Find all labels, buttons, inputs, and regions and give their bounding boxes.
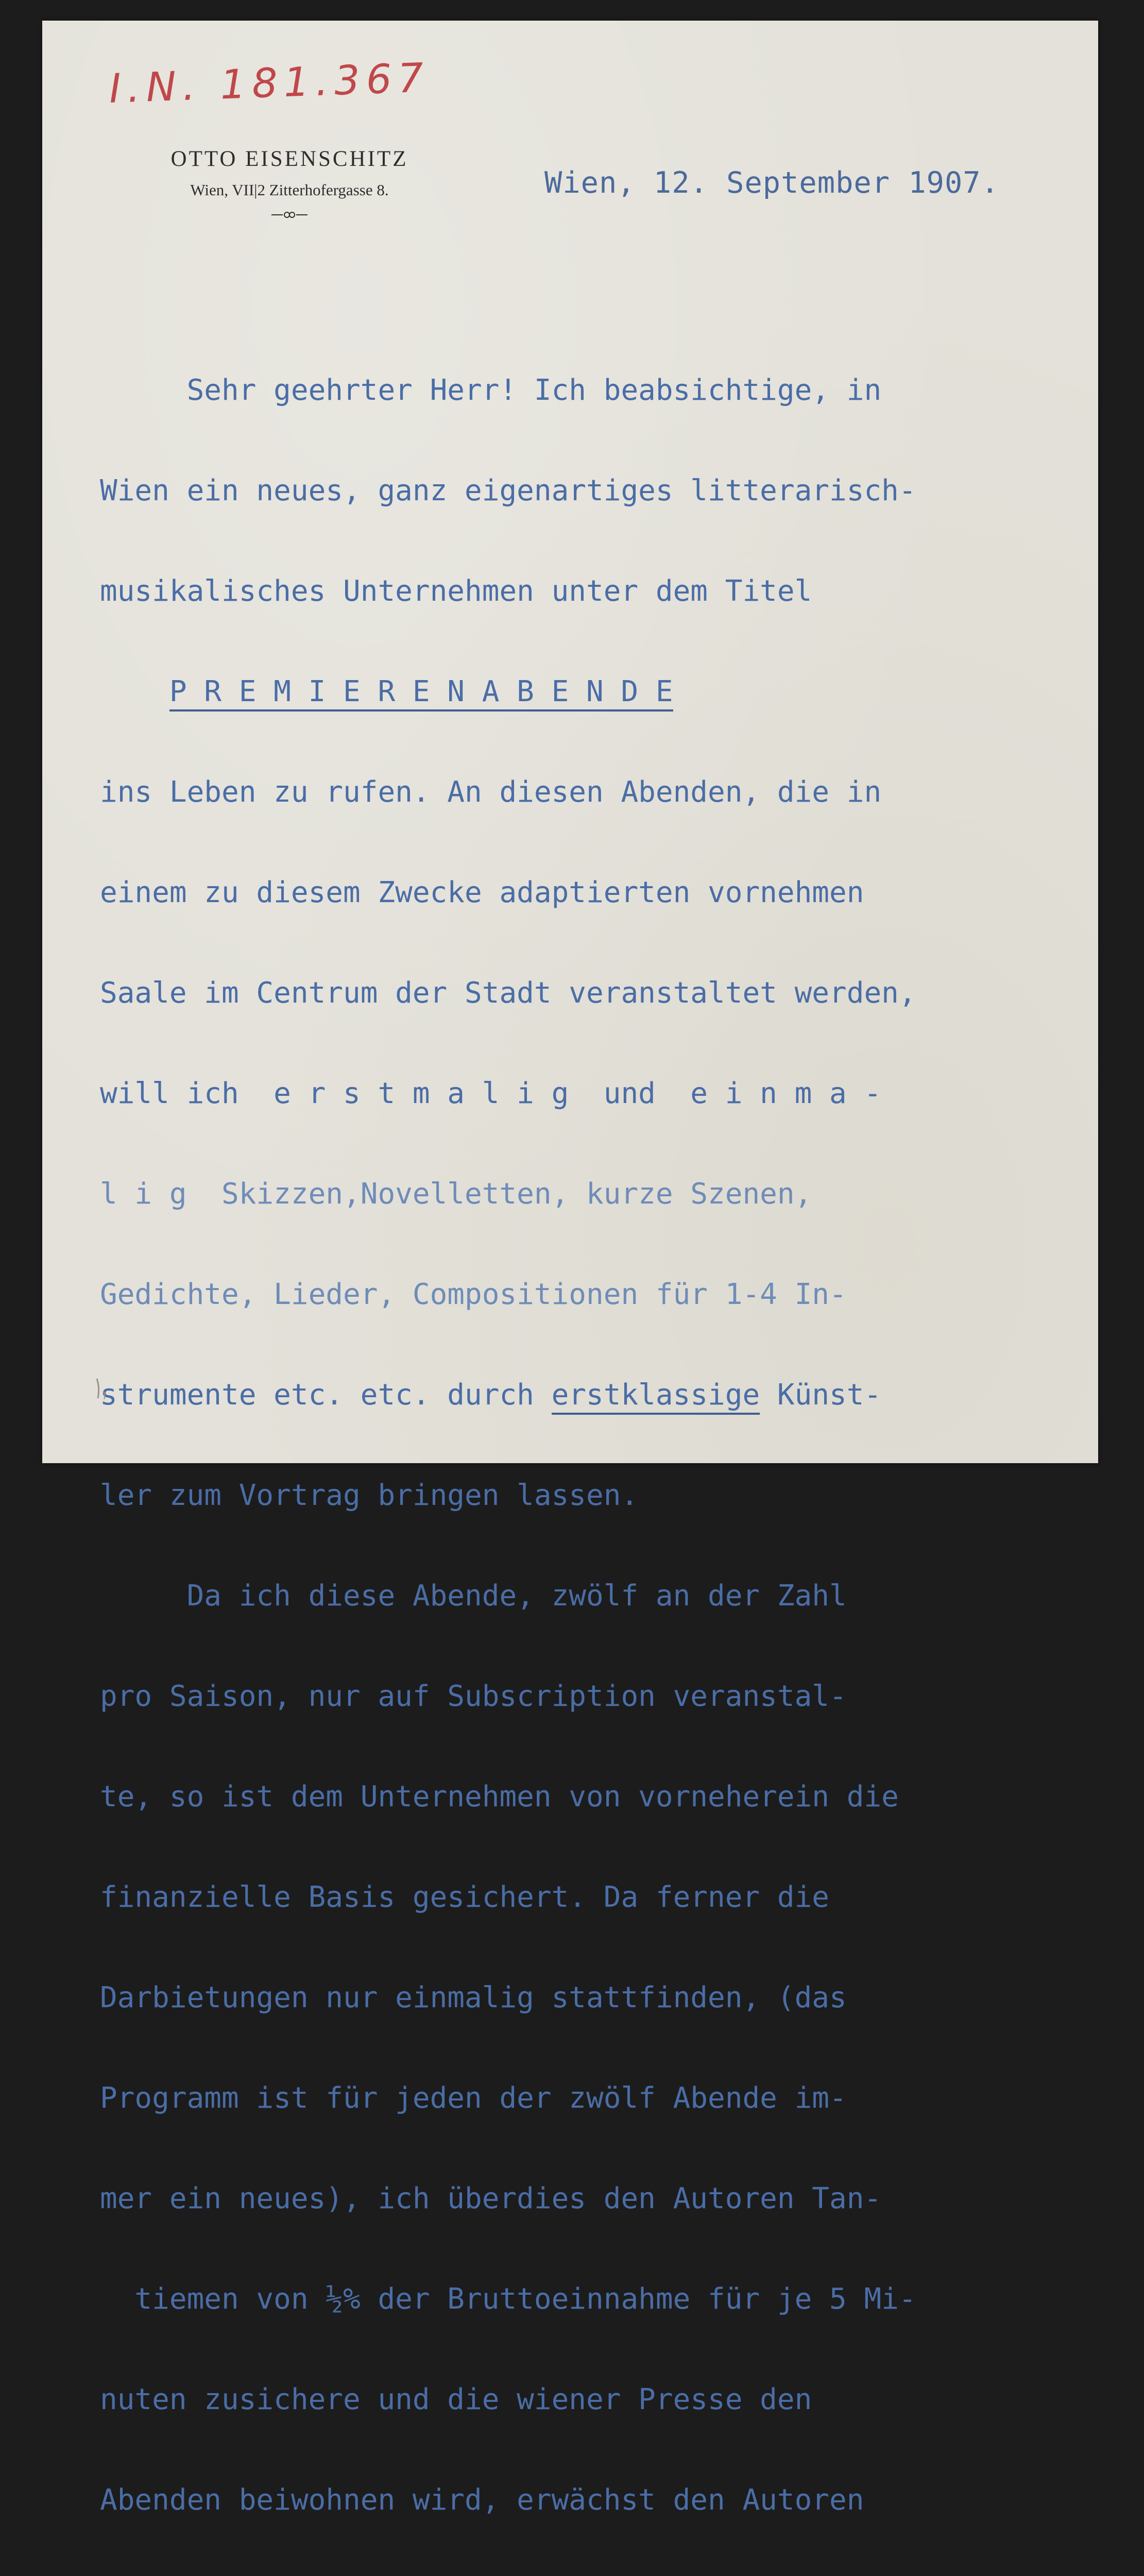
ornament-icon bbox=[271, 210, 308, 219]
letter-body bbox=[100, 307, 1089, 2576]
body-line: Gedichte, Lieder, Compositionen für 1-4 In- bbox=[100, 1278, 847, 1311]
pencil-mark-icon bbox=[93, 1376, 113, 1401]
body-line: finanzielle Basis gesichert. Da ferner die bbox=[100, 1880, 830, 1914]
underlined-word: erstklassige bbox=[552, 1378, 760, 1415]
body-line: pro Saison, nur auf Subscription veranstal- bbox=[100, 1680, 847, 1713]
body-line: Darbietungen nur einmalig stattfinden, (das bbox=[100, 1981, 847, 2014]
body-line: Abenden beiwohnen wird, erwächst den Autoren bbox=[100, 2483, 864, 2517]
body-fragment: strumente etc. etc. durch bbox=[100, 1378, 552, 1412]
body-line: ins Leben zu rufen. An diesen Abenden, die in bbox=[100, 775, 882, 809]
body-line: Programm ist für jeden der zwölf Abende im- bbox=[100, 2081, 847, 2115]
title-line bbox=[100, 675, 1089, 708]
body-line: will ich e r s t m a l i g und e i n m a - bbox=[100, 1077, 882, 1110]
body-line-underlined bbox=[100, 1378, 1089, 1412]
body-line: l i g Skizzen,Novelletten, kurze Szenen, bbox=[100, 1177, 812, 1211]
body-line: tiemen von ½% der Bruttoeinnahme für je 5 Mi- bbox=[100, 2282, 916, 2316]
letterhead-name: OTTO EISENSCHITZ bbox=[170, 147, 408, 171]
letterhead bbox=[125, 143, 454, 219]
body-line: musikalisches Unternehmen unter dem Titel bbox=[100, 574, 812, 608]
letter-page bbox=[42, 21, 1098, 2517]
body-line: Sehr geehrter Herr! Ich beabsichtige, in bbox=[100, 374, 882, 407]
body-line: nuten zusichere und die wiener Presse den bbox=[100, 2383, 812, 2416]
body-line: Wien ein neues, ganz eigenartiges litterarisch- bbox=[100, 474, 916, 507]
body-line: te, so ist dem Unternehmen von vorneherein die bbox=[100, 1780, 899, 1814]
body-line: mer ein neues), ich überdies den Autoren Tan- bbox=[100, 2182, 882, 2215]
body-fragment: Künst- bbox=[760, 1378, 882, 1412]
date-line: Wien, 12. September 1907. bbox=[544, 166, 999, 200]
archive-number: I.N. 181.367 bbox=[108, 55, 431, 112]
body-line: Saale im Centrum der Stadt veranstaltet werden, bbox=[100, 976, 916, 1010]
letterhead-address: Wien, VII|2 Zitterhofergasse 8. bbox=[190, 181, 389, 199]
underlined-title: P R E M I E R E N A B E N D E bbox=[169, 675, 673, 711]
body-line: ler zum Vortrag bringen lassen. bbox=[100, 1479, 639, 1512]
body-line: Da ich diese Abende, zwölf an der Zahl bbox=[100, 1579, 847, 1613]
body-line: einem zu diesem Zwecke adaptierten vornehmen bbox=[100, 876, 864, 909]
